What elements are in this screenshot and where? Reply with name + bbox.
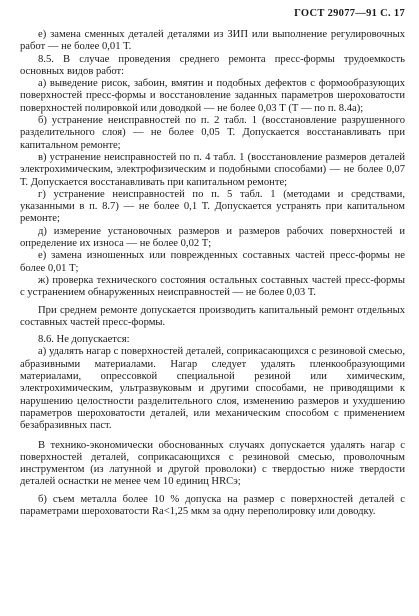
paragraph-8-5: 8.5. В случае проведения среднего ремонта пресс-формы трудоемкость основных видов работ: bbox=[20, 53, 405, 77]
paragraph-8-6: 8.6. Не допускается: bbox=[38, 334, 130, 346]
paragraph-8-5d: д) измерение установочных размеров и размеров рабочих поверхностей и определение их износа — не более 0,02 Т; bbox=[20, 225, 405, 250]
paragraph-8-5v: в) устранение неисправностей по п. 4 табл. 1 (восстановление размеров деталей электрохимическим, электрофизическим и подобными способами) — не более 0,07 Т. Допускается восстанавливать при капитальном ремонте; bbox=[20, 151, 405, 188]
paragraph-8-4e: е) замена сменных деталей деталями из ЗИП или выполнение регулировочных работ — не более 0,01 Т. bbox=[20, 29, 405, 53]
page-header: ГОСТ 29077—91 С. 17 bbox=[294, 8, 405, 19]
paragraph-8-6b: б) съем металла более 10 % допуска на размер с поверхностей деталей с параметрами шероховатости Ra<1,25 мкм за одну переполировку или доводку. bbox=[20, 493, 405, 517]
paragraph-8-5zh: ж) проверка технического состояния остальных составных частей пресс-формы с устранением обнаруженных неисправностей — не более 0,03 Т. bbox=[20, 274, 405, 299]
paragraph-8-5g: г) устранение неисправностей по п. 5 табл. 1 (методами и средствами, указанными в п. 8.7) — не более 0,1 Т. Допускается устранять при капитальном ремонте; bbox=[20, 188, 405, 225]
paragraph-8-6a: а) удалять нагар с поверхностей деталей, соприкасающихся с резиновой смесью, абразивными материалами. Нагар следует удалять пленкообразующими материалами, опрессовкой специальной резиной или химическим, электрохимическим, ультразвуковым и другими способами, не приводящими к нарушению целостности разделительного слоя, изменению размеров и ухудшению параметров шероховатости деталей, или механическим способом с применением безабразивных паст. bbox=[20, 346, 405, 432]
paragraph-8-6a-exception: В технико-экономически обоснованных случаях допускается удалять нагар с поверхностей деталей, соприкасающихся с резиновой смесью, проволочным инструментом (из латунной и другой проволоки) с твердостью ниже твердости деталей оснастки не менее чем 10 единиц HRCэ; bbox=[20, 439, 405, 488]
paragraph-8-5a: а) выведение рисок, забоин, вмятин и подобных дефектов с формообразующих поверхностей пресс-формы и восстановление заданных параметров шероховатости поверхностей полировкой или доводкой — не более 0,03 Т (Т — по п. 8.4а); bbox=[20, 78, 405, 114]
paragraph-medium-repair-note: При среднем ремонте допускается производить капитальный ремонт отдельных составных частей пресс-формы. bbox=[20, 304, 405, 328]
paragraph-8-5b: б) устранение неисправностей по п. 2 табл. 1 (восстановление разрушенного разделительного слоя) — не более 0,05 Т. Допускается восстанавливать при капитальном ремонте; bbox=[20, 115, 405, 151]
document-body bbox=[20, 29, 405, 518]
paragraph-8-5e: е) замена изношенных или поврежденных составных частей пресс-формы не более 0,01 Т; bbox=[20, 250, 405, 274]
